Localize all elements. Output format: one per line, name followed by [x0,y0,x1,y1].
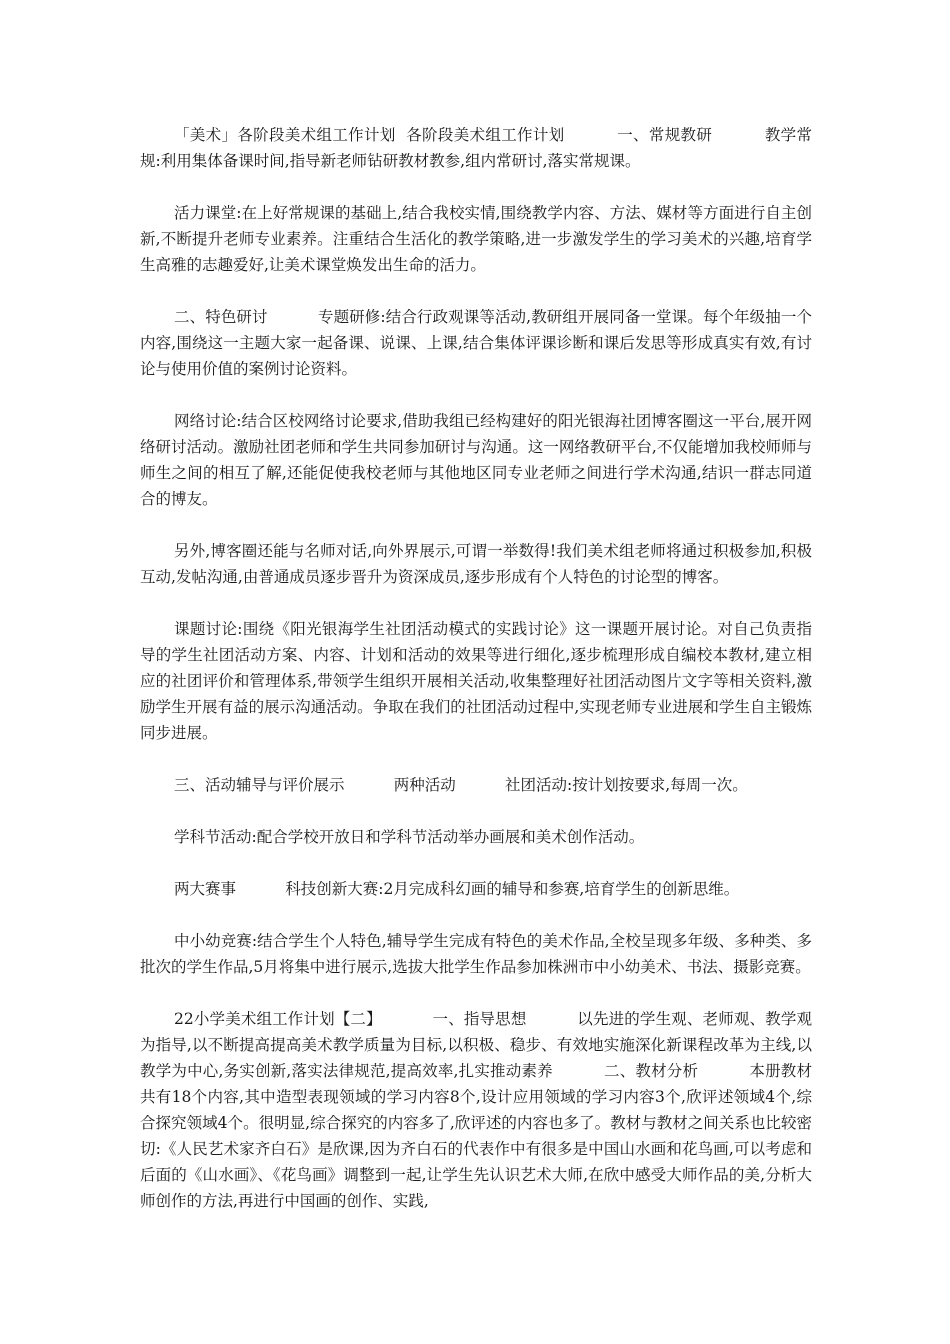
paragraph-blog-circle: 另外,博客圈还能与名师对话,向外界展示,可谓一举数得!我们美术组老师将通过积极参加,积极互动,发帖沟通,由普通成员逐步晋升为资深成员,逐步形成有个人特色的讨论型的博客。 [140,542,812,586]
paragraph-spacer [140,798,812,824]
paragraph-spacer [140,174,812,200]
paragraph-featured-research: 二、特色研讨 专题研修:结合行政观课等活动,教研组开展同备一堂课。每个年级抽一个内容,围绕这一主题大家一起备课、说课、上课,结合集体评课诊断和课后发思等形成真实有效,有讨论与使用价值的案例讨论资料。 [140,308,812,378]
paragraph-activity-guidance: 三、活动辅导与评价展示 两种活动 社团活动:按计划按要求,每周一次。 [174,776,748,794]
document-page [140,122,812,1214]
paragraph-youth-competition: 中小幼竞赛:结合学生个人特色,辅导学生完成有特色的美术作品,全校呈现多年级、多种类、多批次的学生作品,5月将集中进行展示,选拔大批学生作品参加株洲市中小幼美术、书法、摄影竞赛。 [140,932,812,976]
paragraph-project-discussion: 课题讨论:围绕《阳光银海学生社团活动模式的实践讨论》这一课题开展讨论。对自己负责指导的学生社团活动方案、内容、计划和活动的效果等进行细化,逐步梳理形成自编校本教材,建立相应的社团评价和管理体系,带领学生组织开展相关活动,收集整理好社团活动图片文字等相关资料,激励学生开展有益的展示沟通活动。争取在我们的社团活动过程中,实现老师专业进展和学生自主锻炼同步进展。 [140,620,812,742]
paragraph-online-discussion: 网络讨论:结合区校网络讨论要求,借助我组已经构建好的阳光银海社团博客圈这一平台,展开网络研讨活动。激励社团老师和学生共同参加研讨与沟通。这一网络教研平台,不仅能增加我校师师与师生之间的相互了解,还能促使我校老师与其他地区同专业老师之间进行学术沟通,结识一群志同道合的博友。 [140,412,812,508]
paragraph-routine-research: 「美术」各阶段美术组工作计划 各阶段美术组工作计划 一、常规教研 教学常规:利用集体备课时间,指导新老师钻研教材教参,组内常研讨,落实常规课。 [140,126,812,170]
paragraph-spacer [140,850,812,876]
paragraph-active-classroom: 活力课堂:在上好常规课的基础上,结合我校实情,围绕教学内容、方法、媒材等方面进行自主创新,不断提升老师专业素养。注重结合生活化的教学策略,进一步激发学生的学习美术的兴趣,培育学生高雅的志趣爱好,让美术课堂焕发出生命的活力。 [140,204,812,274]
paragraph-spacer [140,590,812,616]
paragraph-spacer [140,382,812,408]
paragraph-work-plan-two: 22小学美术组工作计划【二】 一、指导思想 以先进的学生观、老师观、教学观为指导,以不断提高提高美术教学质量为目标,以积极、稳步、有效地实施深化新课程改革为主线,以教学为中心,务实创新,落实法律规范,提高效率,扎实推动素养 二、教材分析 本册教材共有18个内容,其中造型表现领域的学习内容8个,设计应用领域的学习内容3个,欣评述领域4个,综合探究领域4个。很明显,综合探究的内容多了,欣评述的内容也多了。教材与教材之间关系也比较密切:《人民艺术家齐白石》是欣课,因为齐白石的代表作中有很多是中国山水画和花鸟画,可以考虑和后面的《山水画》、《花鸟画》调整到一起,让学生先认识艺术大师,在欣中感受大师作品的美,分析大师创作的方法,再进行中国画的创作、实践, [140,1010,812,1210]
paragraph-spacer [140,902,812,928]
paragraph-spacer [140,278,812,304]
paragraph-spacer [140,512,812,538]
paragraph-spacer [140,746,812,772]
paragraph-subject-festival: 学科节活动:配合学校开放日和学科节活动举办画展和美术创作活动。 [174,828,645,846]
paragraph-spacer [140,980,812,1006]
paragraph-two-competitions: 两大赛事 科技创新大赛:2月完成科幻画的辅导和参赛,培育学生的创新思维。 [174,880,740,898]
